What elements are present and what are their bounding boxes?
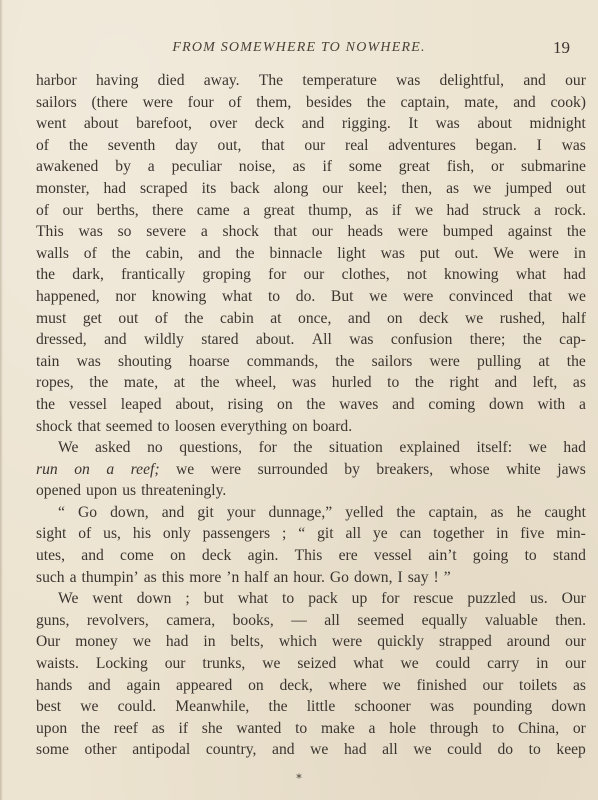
running-title: FROM SOMEWHERE TO NOWHERE. [172, 40, 426, 55]
text-line: harbor having died away. The temperature was delightful, and our [36, 72, 586, 89]
text-line: upon the reef as if she wanted to make a hole through to China, or [36, 719, 586, 737]
text-line: “ Go down, and git your dunnage,” yelled the captain, as he caught [58, 503, 586, 521]
text-line: of the seventh day out, that our real adventures began. I was [36, 136, 586, 154]
text-line: Our money we had in belts, which were quickly strapped around our [36, 633, 586, 651]
page-number: 19 [553, 38, 570, 57]
signature-mark: * [296, 772, 302, 785]
text-line: some other antipodal country, and we had all we could do to keep [36, 741, 586, 759]
text-line: monster, had scraped its back along our keel; then, as we jumped out [36, 179, 586, 197]
text-line: We went down ; but what to pack up for rescue puzzled us. Our [58, 590, 586, 608]
text-line: such a thumpin’ as this more ’n half an hour. Go down, I say ! ” [36, 568, 451, 586]
text-line: shock that seemed to loosen everything on board. [36, 417, 353, 435]
text-line: the dark, frantically groping for our clothes, not knowing what had [36, 266, 586, 284]
text-line: sight of us, his only passengers ; “ git all ye can together in five min- [36, 525, 586, 543]
text-line: awakened by a peculiar noise, as if some great fish, or submarine [36, 158, 586, 176]
text-line: happened, nor knowing what to do. But we were convinced that we [36, 287, 586, 305]
page-edge-shadow [0, 0, 3, 800]
text-line: ropes, the mate, at the wheel, was hurled to the right and left, as [36, 374, 586, 392]
text-line: walls of the cabin, and the binnacle light was put out. We were in [36, 244, 586, 262]
text-line: We asked no questions, for the situation explained itself: we had [58, 439, 586, 457]
text-line: run on a reef; we were surrounded by breakers, whose white jaws [36, 460, 586, 478]
text-line: tain was shouting hoarse commands, the sailors were pulling at the [36, 352, 586, 370]
text-line: This was so severe a shock that our heads were bumped against the [36, 223, 586, 241]
text-line: opened upon us threateningly. [36, 482, 227, 500]
text-line: hands and again appeared on deck, where we finished our toilets as [36, 676, 586, 694]
text-line: went about barefoot, over deck and rigging. It was about midnight [36, 115, 586, 133]
text-line: sailors (there were four of them, besides the captain, mate, and cook) [36, 93, 586, 111]
text-line: guns, revolvers, camera, books, — all seemed equally valuable then. [36, 611, 586, 629]
text-line: waists. Locking our trunks, we seized what we could carry in our [36, 655, 586, 673]
text-line: best we could. Meanwhile, the little schooner was pounding down [36, 698, 586, 716]
text-line: must get out of the cabin at once, and on deck we rushed, half [36, 309, 586, 327]
body-text [36, 70, 586, 761]
page-header [0, 40, 598, 64]
text-line: utes, and come on deck agin. This ere vessel ain’t going to stand [36, 547, 586, 565]
text-line: the vessel leaped about, rising on the waves and coming down with a [36, 395, 586, 413]
text-line: of our berths, there came a great thump, as if we had struck a rock. [36, 201, 586, 219]
text-line: dressed, and wildly stared about. All was confusion there; the cap- [36, 331, 586, 349]
